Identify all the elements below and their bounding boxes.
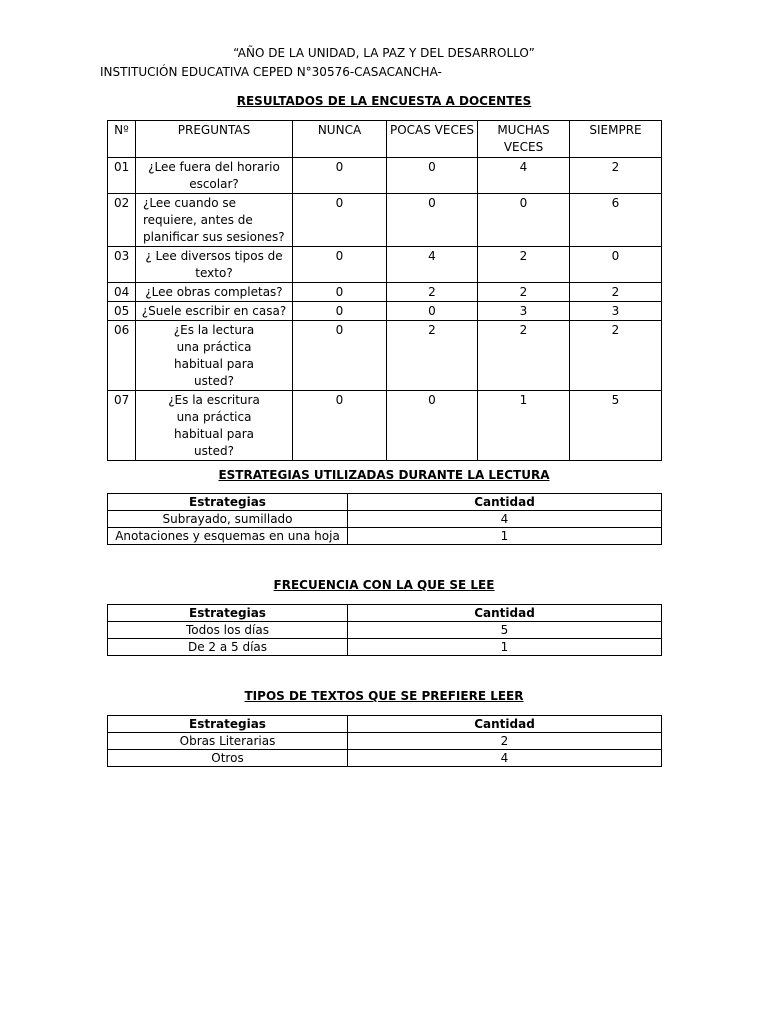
col-header-many-times: MUCHAS VECES: [478, 121, 570, 158]
cell-always: 2: [570, 283, 662, 302]
row-label: Subrayado, sumillado: [108, 511, 348, 528]
cell-many-times: 2: [478, 321, 570, 391]
col-header-quantity: Cantidad: [348, 605, 662, 622]
survey-results-table: [107, 120, 662, 461]
cell-never: 0: [293, 283, 387, 302]
table-row: [108, 158, 662, 194]
row-question: ¿Lee obras completas?: [136, 283, 293, 302]
cell-few-times: 0: [387, 391, 478, 461]
table-row: [108, 639, 662, 656]
row-number: 05: [108, 302, 136, 321]
text-types-table: [107, 715, 662, 767]
cell-few-times: 0: [387, 194, 478, 247]
cell-never: 0: [293, 321, 387, 391]
row-value: 5: [348, 622, 662, 639]
col-header-strategies: Estrategias: [108, 716, 348, 733]
cell-many-times: 0: [478, 194, 570, 247]
cell-few-times: 2: [387, 321, 478, 391]
cell-never: 0: [293, 302, 387, 321]
year-slogan: “AÑO DE LA UNIDAD, LA PAZ Y DEL DESARROLLO”: [233, 46, 535, 60]
row-value: 2: [348, 733, 662, 750]
col-header-strategies: Estrategias: [108, 494, 348, 511]
table-row: [108, 283, 662, 302]
row-question: ¿Suele escribir en casa?: [136, 302, 293, 321]
row-label: Anotaciones y esquemas en una hoja: [108, 528, 348, 545]
cell-always: 2: [570, 158, 662, 194]
table-row: [108, 391, 662, 461]
table-row: [108, 511, 662, 528]
cell-always: 0: [570, 247, 662, 283]
row-number: 01: [108, 158, 136, 194]
table-row: [108, 321, 662, 391]
text-types-title: TIPOS DE TEXTOS QUE SE PREFIERE LEER: [244, 689, 524, 703]
table-row: [108, 194, 662, 247]
row-question: ¿Lee fuera del horario escolar?: [136, 158, 293, 194]
cell-many-times: 1: [478, 391, 570, 461]
col-header-quantity: Cantidad: [348, 716, 662, 733]
row-value: 1: [348, 528, 662, 545]
table-header-row: [108, 605, 662, 622]
strategies-title: ESTRATEGIAS UTILIZADAS DURANTE LA LECTURA: [218, 468, 550, 482]
cell-always: 6: [570, 194, 662, 247]
cell-many-times: 4: [478, 158, 570, 194]
row-number: 04: [108, 283, 136, 302]
cell-never: 0: [293, 158, 387, 194]
row-label: Obras Literarias: [108, 733, 348, 750]
table-row: [108, 622, 662, 639]
cell-never: 0: [293, 194, 387, 247]
frequency-table: [107, 604, 662, 656]
row-number: 07: [108, 391, 136, 461]
col-header-always: SIEMPRE: [570, 121, 662, 158]
strategies-table: [107, 493, 662, 545]
cell-never: 0: [293, 247, 387, 283]
col-header-strategies: Estrategias: [108, 605, 348, 622]
cell-always: 3: [570, 302, 662, 321]
row-label: De 2 a 5 días: [108, 639, 348, 656]
cell-many-times: 2: [478, 247, 570, 283]
row-number: 03: [108, 247, 136, 283]
row-value: 4: [348, 511, 662, 528]
row-label: Todos los días: [108, 622, 348, 639]
col-header-quantity: Cantidad: [348, 494, 662, 511]
col-header-never: NUNCA: [293, 121, 387, 158]
row-question: ¿Lee cuando se requiere, antes de planificar sus sesiones?: [136, 194, 293, 247]
cell-always: 2: [570, 321, 662, 391]
col-header-questions: PREGUNTAS: [136, 121, 293, 158]
table-row: [108, 302, 662, 321]
table-row: [108, 733, 662, 750]
row-label: Otros: [108, 750, 348, 767]
frequency-title: FRECUENCIA CON LA QUE SE LEE: [273, 578, 495, 592]
col-header-number: Nº: [108, 121, 136, 158]
row-question: ¿Es la escritura una práctica habitual para usted?: [136, 391, 293, 461]
row-value: 1: [348, 639, 662, 656]
cell-never: 0: [293, 391, 387, 461]
cell-few-times: 2: [387, 283, 478, 302]
table-row: [108, 528, 662, 545]
institution-name: INSTITUCIÓN EDUCATIVA CEPED N°30576-CASACANCHA-: [100, 65, 442, 79]
cell-few-times: 0: [387, 158, 478, 194]
col-header-few-times: POCAS VECES: [387, 121, 478, 158]
table-row: [108, 247, 662, 283]
row-value: 4: [348, 750, 662, 767]
table-row: [108, 750, 662, 767]
cell-few-times: 4: [387, 247, 478, 283]
table-header-row: [108, 121, 662, 158]
table-header-row: [108, 494, 662, 511]
table-header-row: [108, 716, 662, 733]
cell-few-times: 0: [387, 302, 478, 321]
row-question: ¿Es la lectura una práctica habitual para usted?: [136, 321, 293, 391]
cell-always: 5: [570, 391, 662, 461]
cell-many-times: 2: [478, 283, 570, 302]
cell-many-times: 3: [478, 302, 570, 321]
row-number: 02: [108, 194, 136, 247]
survey-title: RESULTADOS DE LA ENCUESTA A DOCENTES: [236, 94, 532, 108]
row-number: 06: [108, 321, 136, 391]
row-question: ¿ Lee diversos tipos de texto?: [136, 247, 293, 283]
